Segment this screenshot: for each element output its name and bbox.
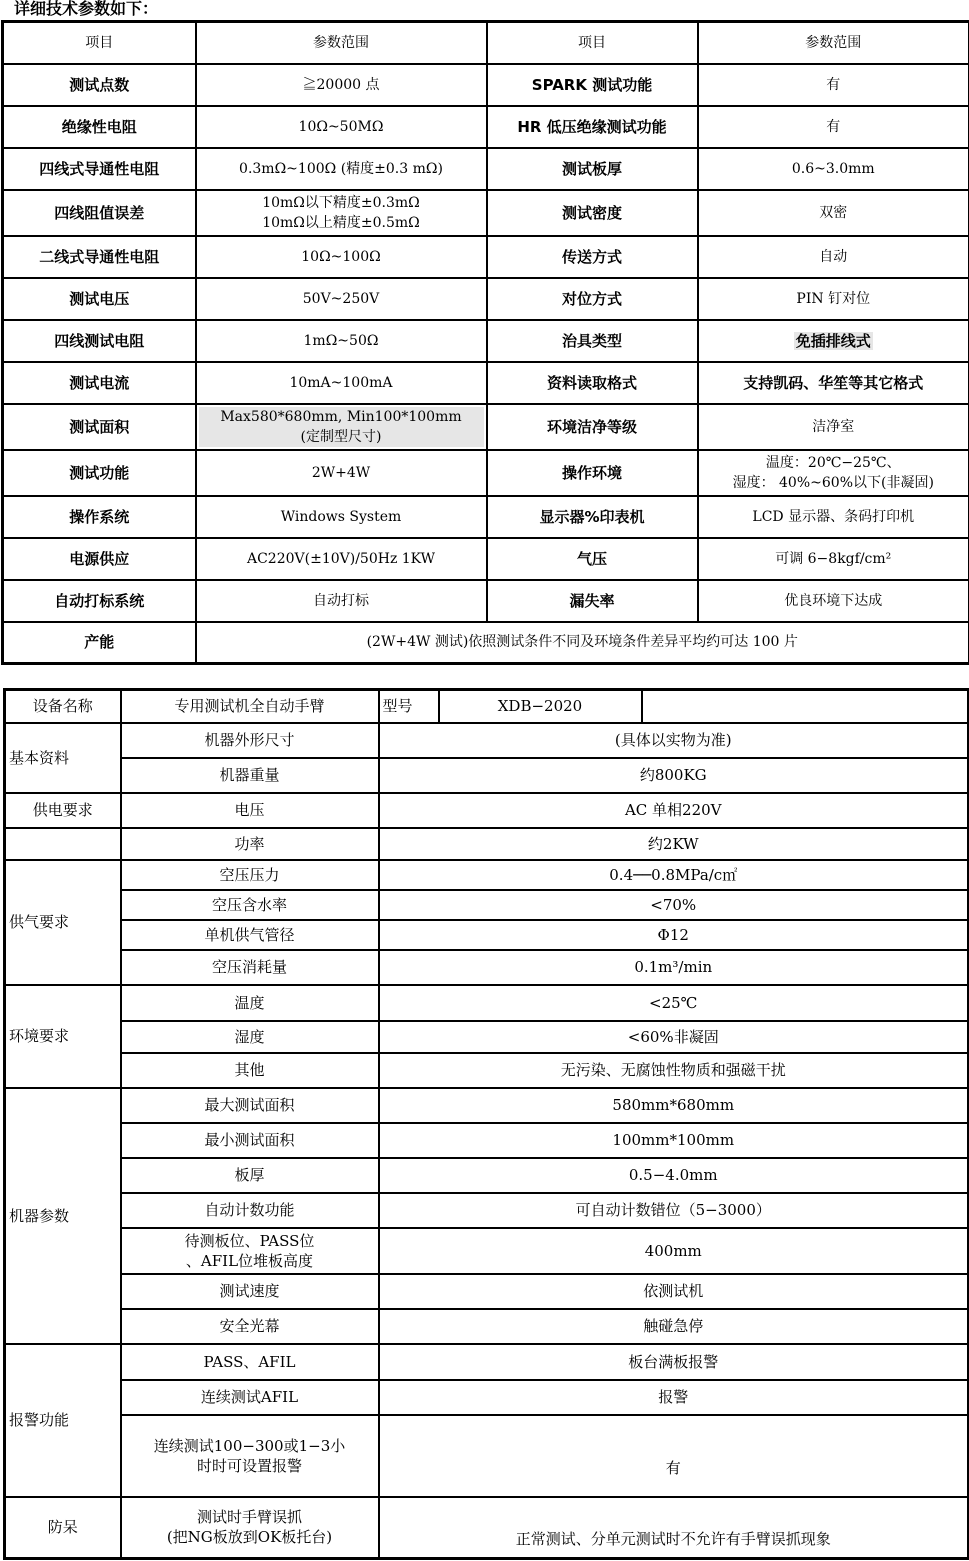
machine-key-line: 连续测试100−300或1−3小 xyxy=(153,1436,346,1455)
machine-key-line: 测试时手臂误抓 xyxy=(196,1508,302,1527)
machine-row xyxy=(5,1344,969,1380)
spec-row xyxy=(3,404,969,450)
machine-value: 触碰急停 xyxy=(379,1309,969,1344)
machine-value: (具体以实物为准) xyxy=(379,723,969,758)
spec-header-range: 参数范围 xyxy=(196,22,487,64)
machine-value: 0.1m³/min xyxy=(379,950,969,985)
machine-key: PASS、AFIL xyxy=(121,1344,379,1380)
spec-key: 测试板厚 xyxy=(487,148,698,190)
group-params: 机器参数 xyxy=(5,1088,121,1344)
machine-value: 约2KW xyxy=(379,828,969,860)
spec-value: 10mA~100mA xyxy=(196,362,487,404)
spec-key: 四线阻值误差 xyxy=(3,190,196,236)
machine-row xyxy=(5,1497,969,1559)
machine-row xyxy=(5,1193,969,1228)
machine-key-line: 待测板位、PASS位 xyxy=(184,1231,315,1250)
spec-value-line: 10mΩ以下精度±0.3mΩ xyxy=(262,194,420,211)
spec-key: HR 低压绝缘测试功能 xyxy=(487,106,698,148)
group-fool: 防呆 xyxy=(5,1497,121,1559)
spec-value: 洁净室 xyxy=(698,404,969,450)
spec-value-line: Max580*680mm, Min100*100mm xyxy=(199,407,484,427)
machine-row xyxy=(5,793,969,828)
spec-value: 50V~250V xyxy=(196,278,487,320)
machine-value: 400mm xyxy=(379,1228,969,1274)
spec-value xyxy=(698,320,969,362)
spec-header-range2: 参数范围 xyxy=(698,22,969,64)
machine-row xyxy=(5,1123,969,1158)
machine-key: 空压消耗量 xyxy=(121,950,379,985)
machine-row xyxy=(5,1228,969,1274)
machine-key-line: (把NG板放到OK板托台) xyxy=(166,1528,333,1547)
spec-value: 有 xyxy=(698,64,969,106)
spec-row xyxy=(3,64,969,106)
spec-key: 四线式导通性电阻 xyxy=(3,148,196,190)
spec-table xyxy=(1,20,969,665)
machine-row xyxy=(5,985,969,1021)
spec-header-row xyxy=(3,22,969,64)
spec-value xyxy=(196,404,487,450)
spec-value: 优良环境下达成 xyxy=(698,580,969,622)
machine-row xyxy=(5,1415,969,1497)
spec-value: PIN 钉对位 xyxy=(698,278,969,320)
spec-value: AC220V(±10V)/50Hz 1KW xyxy=(196,538,487,580)
machine-row xyxy=(5,920,969,950)
machine-value: 可自动计数错位（5−3000） xyxy=(379,1193,969,1228)
machine-row xyxy=(5,1088,969,1123)
spec-value: (2W+4W 测试)依照测试条件不同及环境条件差异平均约可达 100 片 xyxy=(196,622,969,664)
group-power: 供电要求 xyxy=(5,793,121,828)
spec-key: 测试功能 xyxy=(3,450,196,496)
machine-row xyxy=(5,1309,969,1344)
group-air: 供气要求 xyxy=(5,860,121,985)
spec-key: 二线式导通性电阻 xyxy=(3,236,196,278)
machine-row xyxy=(5,950,969,985)
spec-value: 有 xyxy=(698,106,969,148)
machine-row xyxy=(5,1274,969,1309)
machine-key-line: 时时可设置报警 xyxy=(196,1456,302,1475)
spec-row xyxy=(3,190,969,236)
spec-key: 测试电流 xyxy=(3,362,196,404)
machine-key: 机器外形尺寸 xyxy=(121,723,379,758)
machine-row xyxy=(5,758,969,793)
spec-row xyxy=(3,580,969,622)
machine-key: 安全光幕 xyxy=(121,1309,379,1344)
machine-value: 板台满板报警 xyxy=(379,1344,969,1380)
machine-row xyxy=(5,723,969,758)
machine-row xyxy=(5,1158,969,1193)
machine-header-row xyxy=(5,690,969,723)
spec-value xyxy=(698,450,969,496)
machine-value: 100mm*100mm xyxy=(379,1123,969,1158)
spec-value: 1mΩ~50Ω xyxy=(196,320,487,362)
spec-key: 四线测试电阻 xyxy=(3,320,196,362)
spec-row xyxy=(3,538,969,580)
spec-value: 2W+4W xyxy=(196,450,487,496)
spec-key: 绝缘性电阻 xyxy=(3,106,196,148)
spec-value xyxy=(196,190,487,236)
spec-value: 自动打标 xyxy=(196,580,487,622)
machine-key: 单机供气管径 xyxy=(121,920,379,950)
spec-value: LCD 显示器、条码打印机 xyxy=(698,496,969,538)
spec-key: 气压 xyxy=(487,538,698,580)
spec-key: 自动打标系统 xyxy=(3,580,196,622)
spec-key: 传送方式 xyxy=(487,236,698,278)
spec-value: 可调 6−8kgf/cm² xyxy=(698,538,969,580)
machine-key: 板厚 xyxy=(121,1158,379,1193)
spec-value-line: 温度：20℃−25℃、 xyxy=(765,454,901,471)
spec-row xyxy=(3,622,969,664)
spec-value-line xyxy=(199,427,484,447)
device-name-label: 设备名称 xyxy=(5,690,121,723)
machine-row xyxy=(5,1380,969,1415)
spec-key: 治具类型 xyxy=(487,320,698,362)
spec-key: 测试电压 xyxy=(3,278,196,320)
machine-value: 有 xyxy=(379,1415,969,1497)
spec-key: 资料读取格式 xyxy=(487,362,698,404)
machine-key: 功率 xyxy=(121,828,379,860)
spec-row xyxy=(3,450,969,496)
page-heading: 详细技术参数如下： xyxy=(14,0,159,18)
spec-key: 测试密度 xyxy=(487,190,698,236)
device-name-value: 专用测试机全自动手臂 xyxy=(121,690,379,723)
machine-key: 其他 xyxy=(121,1053,379,1088)
machine-value: 0.5−4.0mm xyxy=(379,1158,969,1193)
machine-value: Φ12 xyxy=(379,920,969,950)
spec-value: 双密 xyxy=(698,190,969,236)
machine-key: 测试速度 xyxy=(121,1274,379,1309)
machine-value: <60%非凝固 xyxy=(379,1021,969,1053)
spec-key: 测试点数 xyxy=(3,64,196,106)
machine-key: 空压压力 xyxy=(121,860,379,890)
spec-row xyxy=(3,148,969,190)
machine-value: AC 单相220V xyxy=(379,793,969,828)
machine-table xyxy=(3,688,969,1560)
spec-key: 显示器%印表机 xyxy=(487,496,698,538)
spec-value: Windows System xyxy=(196,496,487,538)
spec-row xyxy=(3,362,969,404)
machine-key: 空压含水率 xyxy=(121,890,379,920)
machine-key: 机器重量 xyxy=(121,758,379,793)
machine-key: 连续测试AFIL xyxy=(121,1380,379,1415)
spec-key: 对位方式 xyxy=(487,278,698,320)
spec-value-line: 湿度： 40%~60%以下(非凝固) xyxy=(732,474,934,491)
machine-row xyxy=(5,828,969,860)
blank-cell xyxy=(5,828,121,860)
spec-value-line: 10mΩ以上精度±0.5mΩ xyxy=(262,214,420,231)
spec-key: 操作系统 xyxy=(3,496,196,538)
spec-value: ≧20000 点 xyxy=(196,64,487,106)
spec-row xyxy=(3,106,969,148)
machine-value: 约800KG xyxy=(379,758,969,793)
spec-value: 10Ω~100Ω xyxy=(196,236,487,278)
machine-value: 依测试机 xyxy=(379,1274,969,1309)
machine-key: 电压 xyxy=(121,793,379,828)
model-label: 型号 xyxy=(379,690,439,723)
model-value: XDB−2020 xyxy=(439,690,642,723)
machine-value: <70% xyxy=(379,890,969,920)
spec-row xyxy=(3,236,969,278)
spec-key: 产能 xyxy=(3,622,196,664)
spec-value: 支持凯码、华笙等其它格式 xyxy=(698,362,969,404)
machine-value: 正常测试、分单元测试时不允许有手臂误抓现象 xyxy=(379,1497,969,1559)
spec-key: 测试面积 xyxy=(3,404,196,450)
machine-key: 自动计数功能 xyxy=(121,1193,379,1228)
machine-value: 0.4──0.8MPa/c㎡ xyxy=(379,860,969,890)
machine-row xyxy=(5,890,969,920)
spec-row xyxy=(3,320,969,362)
machine-key: 温度 xyxy=(121,985,379,1021)
group-env: 环境要求 xyxy=(5,985,121,1088)
machine-key xyxy=(121,1415,379,1497)
spec-header-item: 项目 xyxy=(3,22,196,64)
machine-key xyxy=(121,1497,379,1559)
machine-value: 报警 xyxy=(379,1380,969,1415)
machine-row xyxy=(5,1053,969,1088)
blank-cell xyxy=(642,690,969,723)
machine-value: 580mm*680mm xyxy=(379,1088,969,1123)
spec-key: 漏失率 xyxy=(487,580,698,622)
spec-key: 环境洁净等级 xyxy=(487,404,698,450)
machine-key xyxy=(121,1228,379,1274)
spec-value: 0.6~3.0mm xyxy=(698,148,969,190)
machine-value: <25℃ xyxy=(379,985,969,1021)
spec-key: 操作环境 xyxy=(487,450,698,496)
machine-row xyxy=(5,1021,969,1053)
spec-value: 0.3mΩ~100Ω (精度±0.3 mΩ) xyxy=(196,148,487,190)
spec-header-item2: 项目 xyxy=(487,22,698,64)
spec-value: 10Ω~50MΩ xyxy=(196,106,487,148)
machine-key: 湿度 xyxy=(121,1021,379,1053)
spec-row xyxy=(3,278,969,320)
spec-key: 电源供应 xyxy=(3,538,196,580)
group-alarm: 报警功能 xyxy=(5,1344,121,1497)
machine-value: 无污染、无腐蚀性物质和强磁干扰 xyxy=(379,1053,969,1088)
machine-row xyxy=(5,860,969,890)
machine-key: 最大测试面积 xyxy=(121,1088,379,1123)
spec-row xyxy=(3,496,969,538)
group-basic: 基本资料 xyxy=(5,723,121,793)
spec-key: SPARK 测试功能 xyxy=(487,64,698,106)
spec-value-highlight: 免插排线式 xyxy=(795,331,871,350)
spec-value: 自动 xyxy=(698,236,969,278)
spec-value-highlight: (定制型尺寸) xyxy=(298,429,385,445)
machine-key-line: 、AFIL位堆板高度 xyxy=(185,1251,314,1270)
machine-key: 最小测试面积 xyxy=(121,1123,379,1158)
